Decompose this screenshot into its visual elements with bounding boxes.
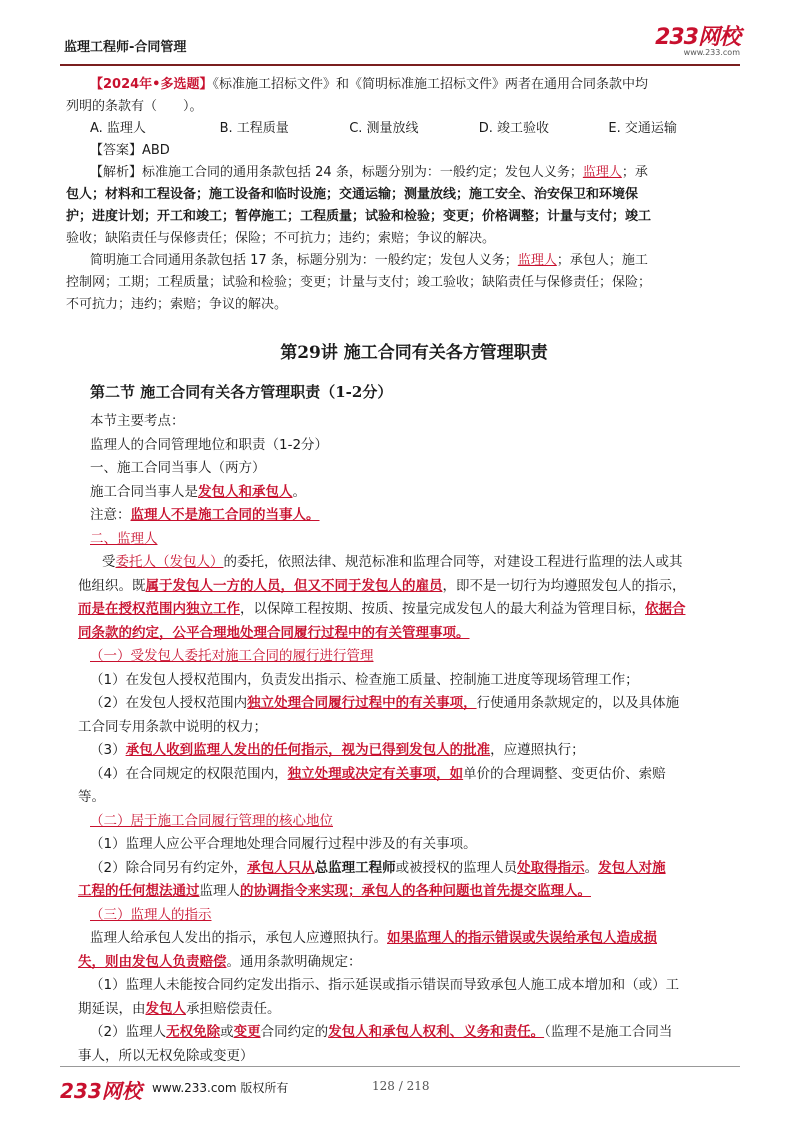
highlight: 处取得指示: [517, 859, 585, 876]
body-line: [90, 481, 738, 505]
body-line: 同条款的约定，公平合理地处理合同履行过程中的有关管理事项。: [78, 624, 470, 641]
option-c: C. 测量放线: [349, 121, 419, 136]
answer: 【答案】ABD: [90, 143, 170, 158]
highlight: 工程的任何想法通过: [78, 883, 200, 899]
text: （监理不是施工合同当: [544, 1024, 673, 1040]
text: ，以保障工程按期、按质、按量完成发包人的最大利益为管理目标，: [240, 601, 645, 617]
highlight: 的协调指令来实现；承包人的各种问题也首先提交: [240, 883, 537, 899]
page-header: [60, 18, 740, 66]
body-line: [90, 739, 738, 763]
subheading-3: （三）监理人的指示: [90, 906, 212, 923]
body-line: 等。: [78, 789, 105, 805]
highlight: 监理人不是施工合同的当事人。: [130, 507, 320, 523]
analysis-label: 【解析】: [90, 165, 143, 180]
analysis-line-3: 护；进度计划；开工和竣工；暂停施工；工程质量；试验和检验；变更；价格调整；计量与支付；竣工: [66, 209, 652, 224]
text: ，应遵照执行；: [490, 742, 585, 758]
highlight: 监理人: [582, 165, 622, 180]
text: 期延误，由: [78, 1000, 146, 1017]
body-line: （1）在发包人授权范围内，负责发出指示、检查施工质量、控制施工进度等现场管理工作；: [90, 671, 639, 688]
analysis-text: ；承: [621, 165, 648, 180]
brand-logo: [655, 20, 740, 57]
option-d: D. 竣工验收: [478, 121, 550, 136]
text: 施工合同当事人是: [90, 483, 198, 500]
body-line: [90, 504, 738, 528]
analysis-line-5: [90, 250, 738, 272]
text: 。通用条款明确规定：: [226, 953, 362, 970]
text: 总监理工程师: [314, 859, 396, 876]
body-line: 事人，所以无权免除或变更）: [78, 1047, 254, 1064]
body-line: （1）监理人未能按合同约定发出指示、指示延误或指示错误而导致承包人施工成本增加和（或）工: [90, 977, 680, 993]
highlight: 监理人。: [537, 883, 591, 899]
text: 或: [220, 1024, 234, 1040]
text: 承担赔偿责任。: [186, 1000, 281, 1017]
body-line: [90, 551, 738, 575]
body-line: 本节主要考点：: [90, 413, 185, 429]
body-line: [78, 575, 738, 599]
highlight: 而是在授权范围内独立工作: [78, 601, 240, 617]
highlight: 如果监理人的指示错误或失误给承包人造成损: [387, 930, 657, 946]
analysis-text: 简明施工合同通用条款包括 17 条，标题分别为：一般约定；发包人义务；: [90, 253, 518, 268]
highlight: 承包人收到监理人发出的任何指示，视为已得到发包人的批准: [125, 742, 491, 758]
exam-question: [66, 74, 738, 316]
highlight: 委托人（发包人）: [115, 554, 224, 570]
text: 。: [584, 859, 599, 876]
highlight: 承包人只从: [247, 859, 315, 876]
text: （2）除合同另有约定外，: [90, 859, 248, 876]
stem-text: 《标准施工招标文件》和《简明标准施工招标文件》两者在通用合同条款中均: [212, 77, 649, 92]
footer-logo: 233网校: [60, 1079, 142, 1103]
body-line: [90, 763, 738, 787]
analysis-text: ；承包人；施工: [556, 253, 648, 268]
analysis-line-1: [90, 162, 738, 184]
text: （3）: [90, 742, 126, 758]
question-options: [90, 118, 738, 140]
question-stem-2: 列明的条款有（ ）。: [66, 99, 203, 114]
body-line: [90, 927, 738, 951]
body-line: 一、施工合同当事人（两方）: [90, 460, 266, 476]
option-e: E. 交通运输: [608, 121, 677, 136]
highlight: 依据合: [645, 601, 686, 617]
option-a: A. 监理人: [90, 121, 146, 136]
text: 行使通用条款规定的，以及具体施: [476, 695, 680, 711]
text: （2）在发包人授权范围内: [90, 695, 248, 711]
analysis-line-4: 验收；缺陷责任与保修责任；保险；不可抗力；违约；索赔；争议的解决。: [66, 231, 496, 246]
text: 单价的合理调整、变更估价、索赔: [463, 765, 666, 782]
highlight: 监理人: [517, 253, 557, 268]
body-line: [90, 1021, 738, 1045]
body-line: [90, 692, 738, 716]
text: ，即不是一切行为均遵照发包人的指示，: [442, 577, 686, 594]
highlight: 发包人: [145, 1000, 186, 1017]
text: （2）监理人: [90, 1024, 167, 1040]
text: 他组织。既: [78, 577, 146, 594]
heading-supervisor: 二、监理人: [90, 530, 158, 547]
highlight: 属于发包人一方的人员，但又不同于发包人的雇员: [145, 577, 443, 594]
body-line: （1）监理人应公平合理地处理合同履行过程中涉及的有关事项。: [90, 836, 477, 852]
page-number: 128 / 218: [372, 1079, 430, 1093]
highlight: 独立处理合同履行过程中的有关事项，: [247, 695, 477, 711]
logo-url: www.233.com: [683, 48, 740, 57]
section-title: 第二节 施工合同有关各方管理职责（1-2分）: [90, 383, 393, 401]
highlight: 无权免除: [166, 1024, 221, 1040]
text: 的委托，依照法律、规范标准和监理合同等，对建设工程进行监理的法人或其: [223, 554, 683, 570]
analysis-line-7: 不可抗力；违约；索赔；争议的解决。: [66, 297, 288, 312]
subheading-1: （一）受发包人委托对施工合同的履行进行管理: [90, 648, 374, 664]
logo-text: 233网校: [655, 25, 740, 50]
body-line: [78, 951, 738, 975]
question-stem-1: [90, 74, 738, 96]
text: 监理人: [199, 883, 240, 899]
body-line: [78, 880, 738, 904]
section-body: [78, 410, 738, 1068]
page-content: [66, 74, 738, 1068]
body-line: [78, 998, 738, 1022]
analysis-line-2: 包人；材料和工程设备；施工设备和临时设施；交通运输；测量放线；施工安全、治安保卫和环境保: [66, 187, 639, 202]
body-line: 监理人的合同管理地位和职责（1-2分）: [90, 436, 329, 453]
question-tag: 【2024年•多选题】: [90, 77, 213, 92]
body-line: 工合同专用条款中说明的权力；: [78, 718, 267, 735]
highlight: 独立处理或决定有关事项，如: [287, 765, 464, 782]
body-line: [78, 598, 738, 622]
highlight: 变更: [233, 1024, 261, 1040]
option-b: B. 工程质量: [219, 121, 289, 136]
analysis-line-6: 控制网；工期；工程质量；试验和检验；变更；计量与支付；竣工验收；缺陷责任与保修责任；保险；: [66, 275, 652, 290]
subheading-2: （二）居于施工合同履行管理的核心地位: [90, 812, 333, 829]
analysis-text: 标准施工合同的通用条款包括 24 条，标题分别为：一般约定；发包人义务；: [142, 165, 583, 180]
lecture-title: 第29讲 施工合同有关各方管理职责: [280, 343, 548, 363]
page-footer: [60, 1066, 740, 1103]
body-line: [90, 857, 738, 881]
text: 受: [102, 554, 116, 570]
header-title: 监理工程师-合同管理: [64, 40, 187, 55]
text: （4）在合同规定的权限范围内，: [90, 765, 288, 782]
text: 注意：: [90, 507, 131, 523]
highlight: 发包人对施: [598, 859, 666, 876]
highlight: 失，则由发包人负责赔偿: [78, 953, 227, 970]
highlight: 发包人和承包人: [198, 483, 293, 500]
text: 。: [292, 483, 306, 500]
text: 或被授权的监理人员: [395, 859, 518, 876]
text: 监理人给承包人发出的指示，承包人应遵照执行。: [90, 930, 387, 946]
text: 合同约定的: [260, 1024, 329, 1040]
footer-site[interactable]: www.233.com 版权所有: [152, 1081, 289, 1095]
highlight: 发包人和承包人权利、义务和责任。: [328, 1024, 545, 1040]
